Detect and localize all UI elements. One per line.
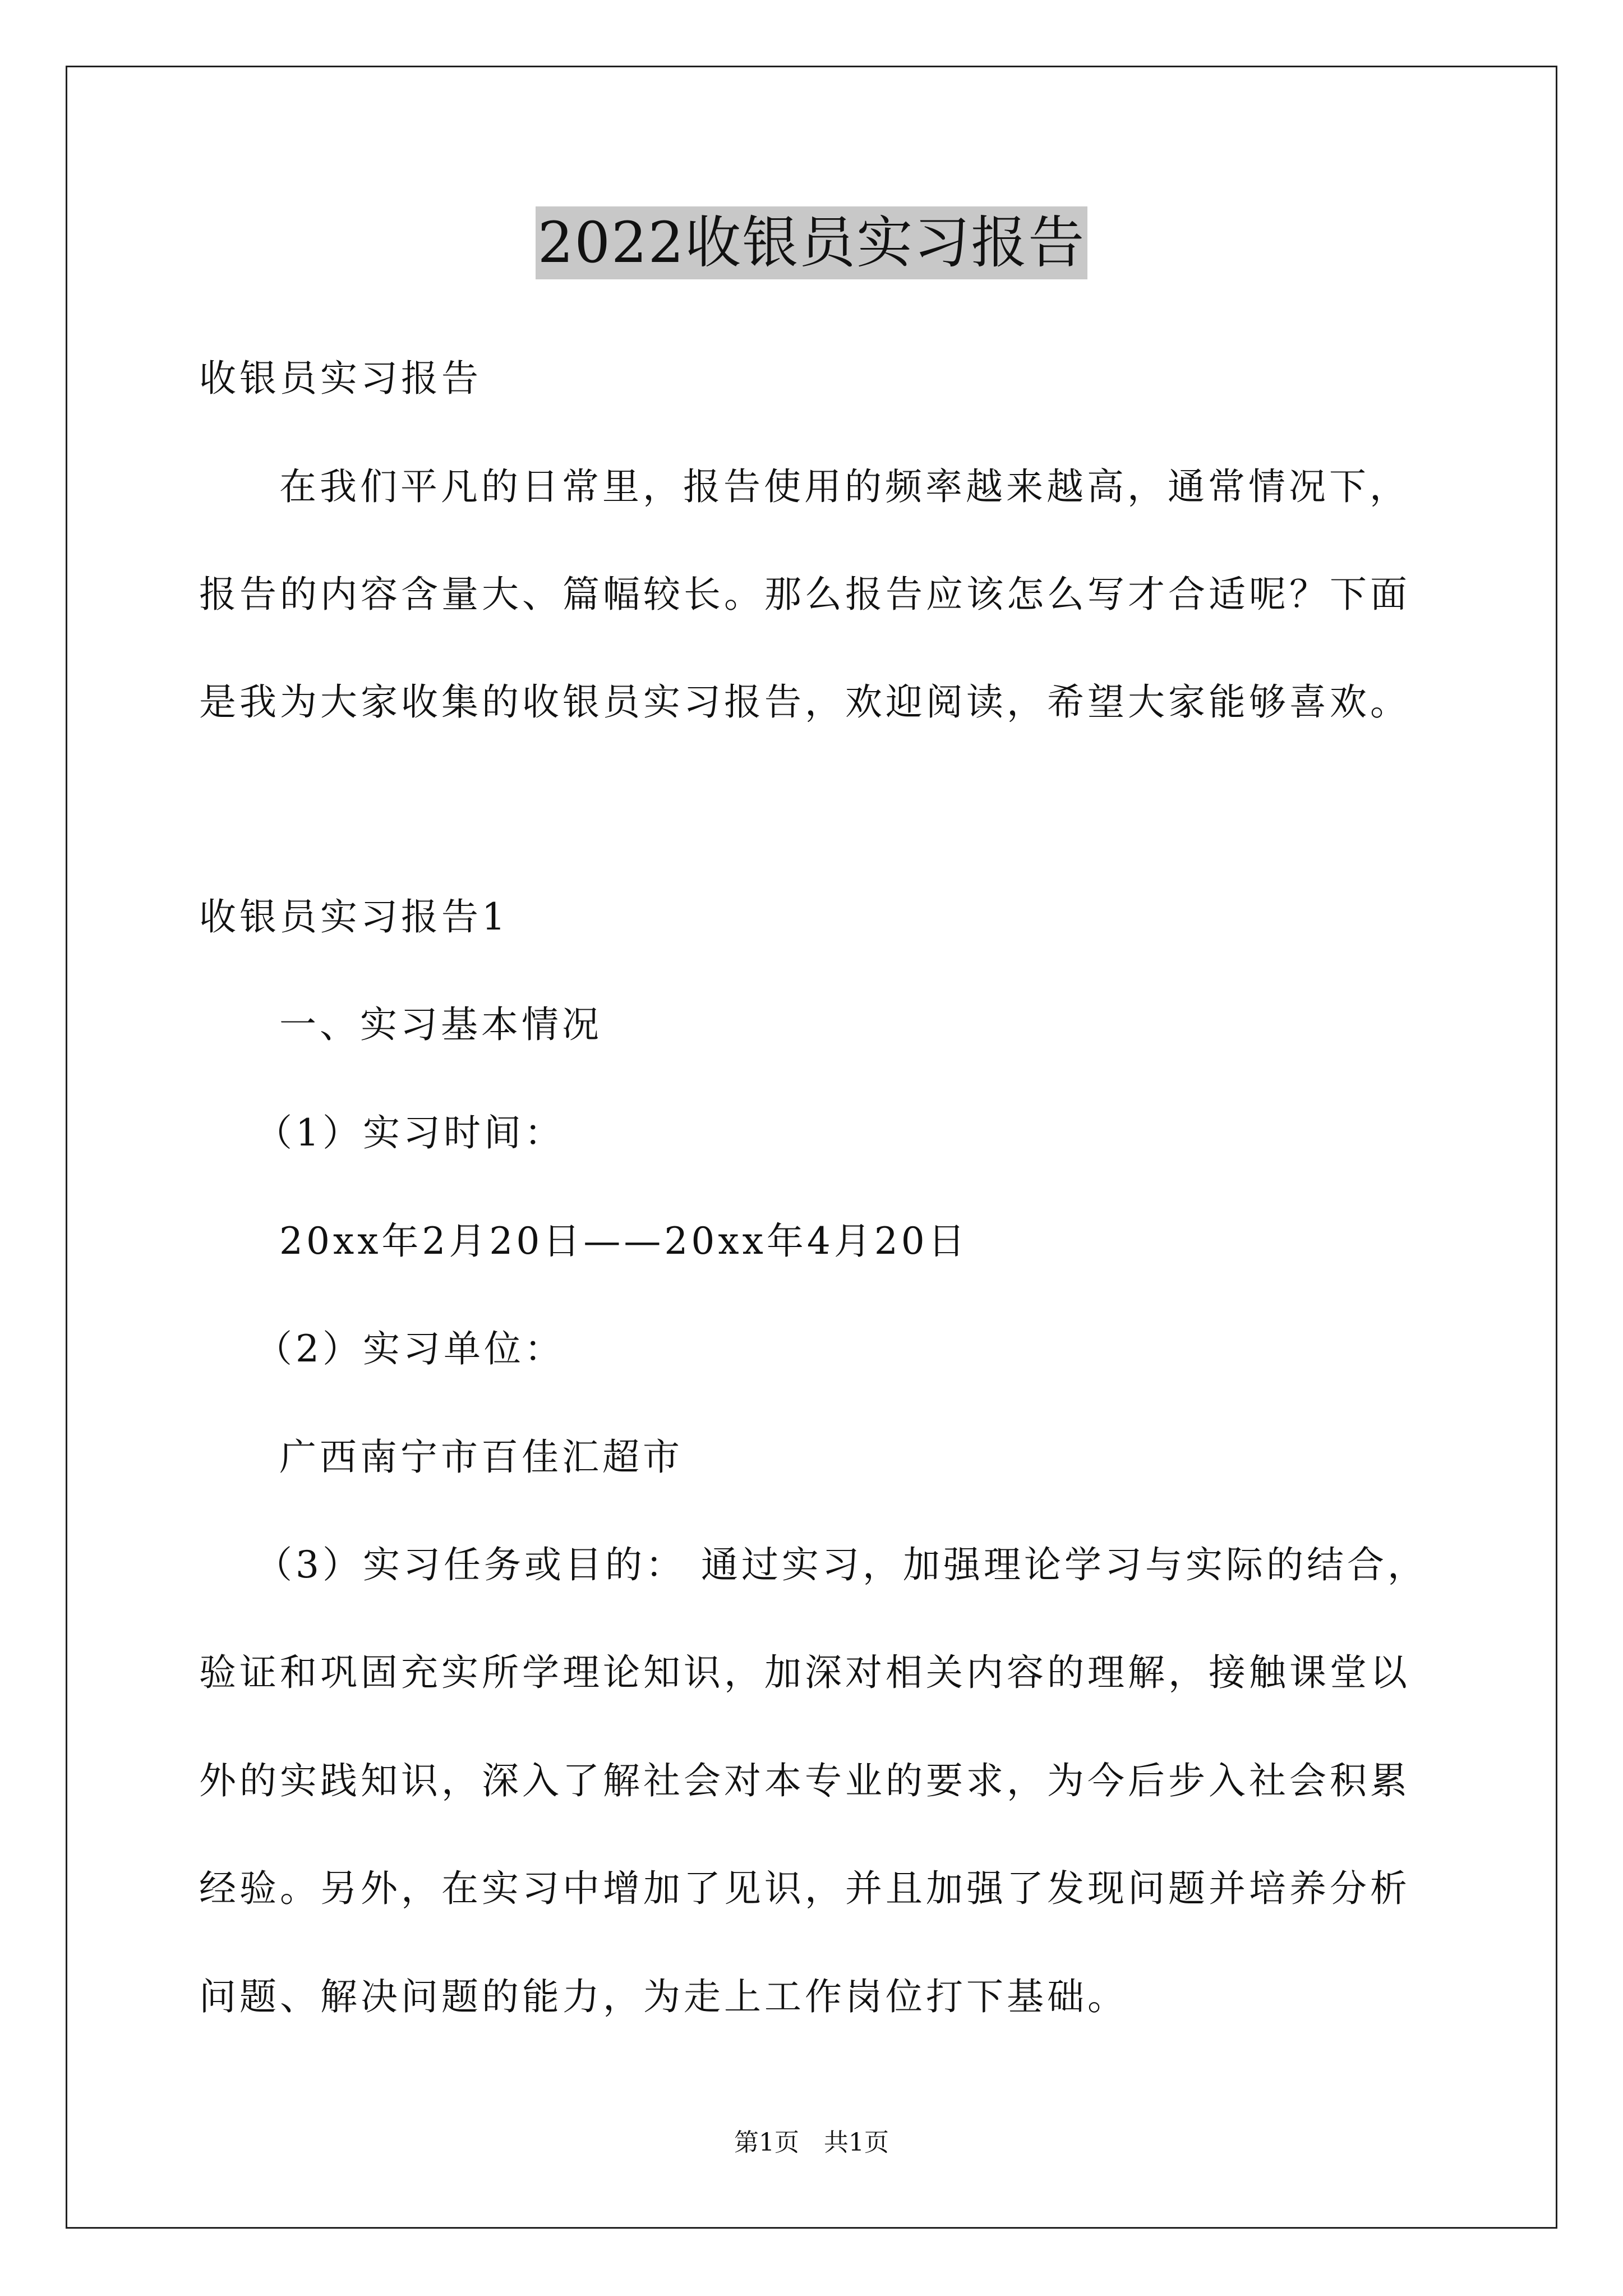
- item-value: 20xx年2月20日——20xx年4月20日: [279, 1220, 969, 1263]
- section-title: 收银员实习报告1: [199, 895, 509, 938]
- intro-line: 是我为大家收集的收银员实习报告，欢迎阅读，希望大家能够喜欢。: [199, 680, 1410, 724]
- item-paragraph-line: 验证和巩固充实所学理论知识，加深对相关内容的理解，接触课堂以: [199, 1651, 1410, 1694]
- item-label: （2）实习单位：: [255, 1327, 565, 1370]
- item-paragraph-line: 经验。另外，在实习中增加了见识，并且加强了发现问题并培养分析: [199, 1867, 1410, 1910]
- page-footer: 第1页 共1页: [734, 2128, 889, 2157]
- document-subtitle: 收银员实习报告: [199, 357, 482, 400]
- intro-line: 报告的内容含量大、篇幅较长。那么报告应该怎么写才合适呢？下面: [199, 573, 1410, 616]
- item-paragraph-line: 外的实践知识，深入了解社会对本专业的要求，为今后步入社会积累: [199, 1759, 1410, 1802]
- document-title-text: 2022收银员实习报告: [536, 206, 1088, 279]
- section-heading: 一、实习基本情况: [279, 1003, 602, 1046]
- item-value: 广西南宁市百佳汇超市: [279, 1435, 683, 1479]
- document-title: [0, 206, 1623, 279]
- item-paragraph-line: （3）实习任务或目的： 通过实习，加强理论学习与实际的结合，: [255, 1543, 1428, 1586]
- intro-line: 在我们平凡的日常里，报告使用的频率越来越高，通常情况下，: [279, 465, 1410, 508]
- item-label: （1）实习时间：: [255, 1111, 565, 1154]
- item-paragraph-line: 问题、解决问题的能力，为走上工作岗位打下基础。: [199, 1975, 1128, 2018]
